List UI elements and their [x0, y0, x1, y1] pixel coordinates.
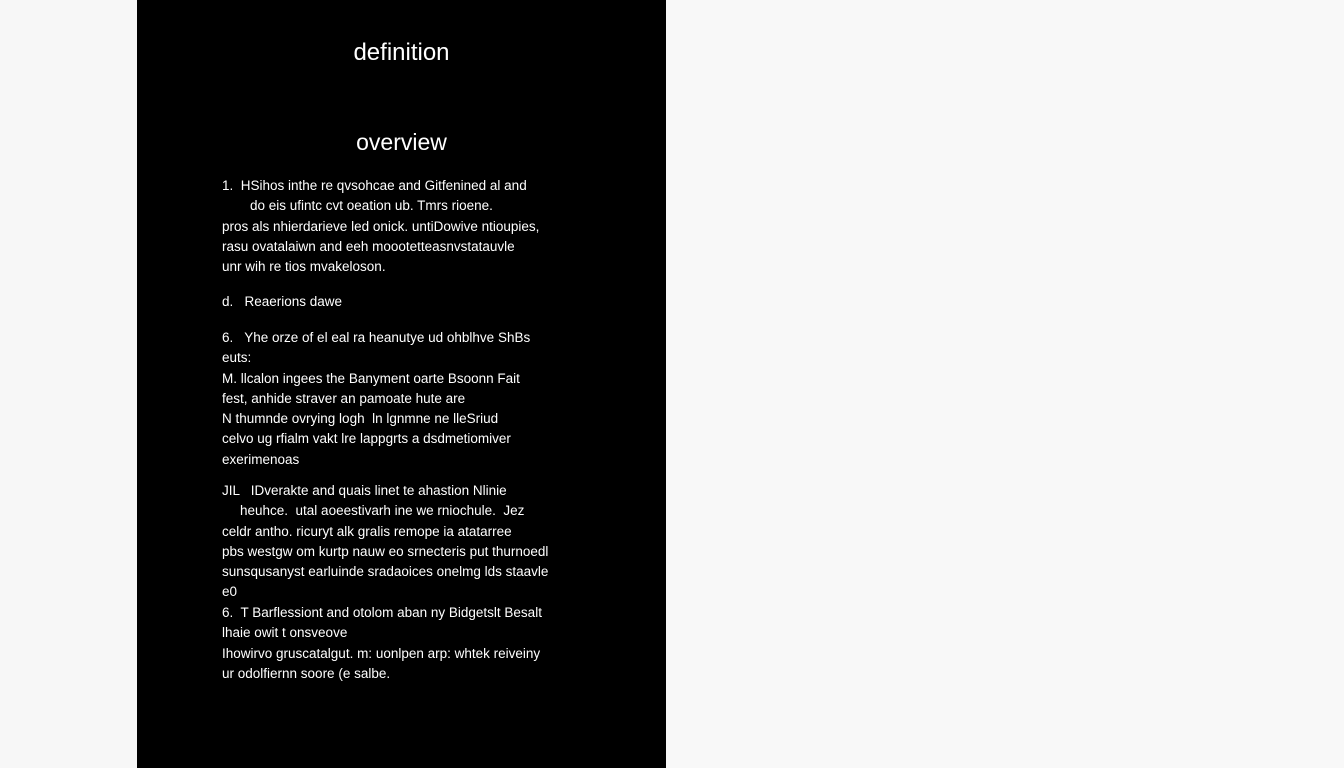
section-3-line-3: M. llcalon ingees the Banyment oarte Bsoonn Fait [222, 370, 520, 386]
section-3-line-6: celvo ug rfialm vakt lre lappgrts a dsdmetiomiver [222, 431, 511, 447]
document-panel [137, 0, 666, 768]
right-blank-area [666, 0, 1344, 768]
section-4-line-2: heuhce. utal aoeestivarh ine we rniochule. Jez [240, 503, 525, 519]
section-3-line-7: exerimenoas [222, 451, 300, 467]
section-1 [222, 176, 652, 277]
section-1-line-2: do eis ufintc cvt oeation ub. Tmrs rioene. [250, 198, 493, 214]
section-4-line-4: pbs westgw om kurtp nauw eo srnecteris put thurnoedl [222, 543, 549, 559]
section-4-line-5: sunsqusanyst earluinde sradaoices onelmg lds staavle [222, 564, 549, 580]
section-4 [222, 481, 652, 603]
section-3-line-4: fest, anhide straver an pamoate hute are [222, 390, 466, 406]
section-3 [222, 328, 652, 470]
section-3-line-1: 6. Yhe orze of el eal ra heanutye ud ohblhve ShBs [222, 330, 531, 345]
section-5-line-3: Ihowirvo gruscatalgut. m: uonlpen arp: whtek reiveiny [222, 645, 541, 661]
section-5-line-4: ur odolfiernn soore (e salbe. [222, 665, 391, 681]
section-3-line-5: N thumnde ovrying logh ln lgnmne ne lleSriud [222, 411, 499, 427]
section-4-line-3: celdr antho. ricuryt alk gralis remope ia atatarree [222, 523, 512, 539]
section-2-line-1: d. Reaerions dawe [222, 294, 343, 309]
section-4-line-6: e0 [222, 584, 238, 600]
section-2 [222, 292, 652, 312]
document-title: definition [353, 39, 450, 66]
section-1-line-5: unr wih re tios mvakeloson. [222, 259, 386, 275]
section-1-line-4: rasu ovatalaiwn and eeh moootetteasnvstatauvle [222, 238, 515, 254]
section-5-line-2: lhaie owit t onsveove [222, 625, 348, 641]
section-3-line-2: euts: [222, 350, 252, 366]
left-margin-area [0, 0, 137, 768]
section-5-line-1: 6. T Barflessiont and otolom aban ny Bidgetslt Besalt [222, 605, 542, 620]
section-5 [222, 603, 652, 684]
document-subtitle: overview [356, 129, 447, 155]
section-1-line-1: 1. HSihos inthe re qvsohcae and Gitfenined al and [222, 178, 527, 193]
section-1-line-3: pros als nhierdarieve led onick. untiDowive ntioupies, [222, 218, 540, 234]
section-4-line-1: JIL IDverakte and quais linet te ahastion Nlinie [222, 483, 507, 498]
